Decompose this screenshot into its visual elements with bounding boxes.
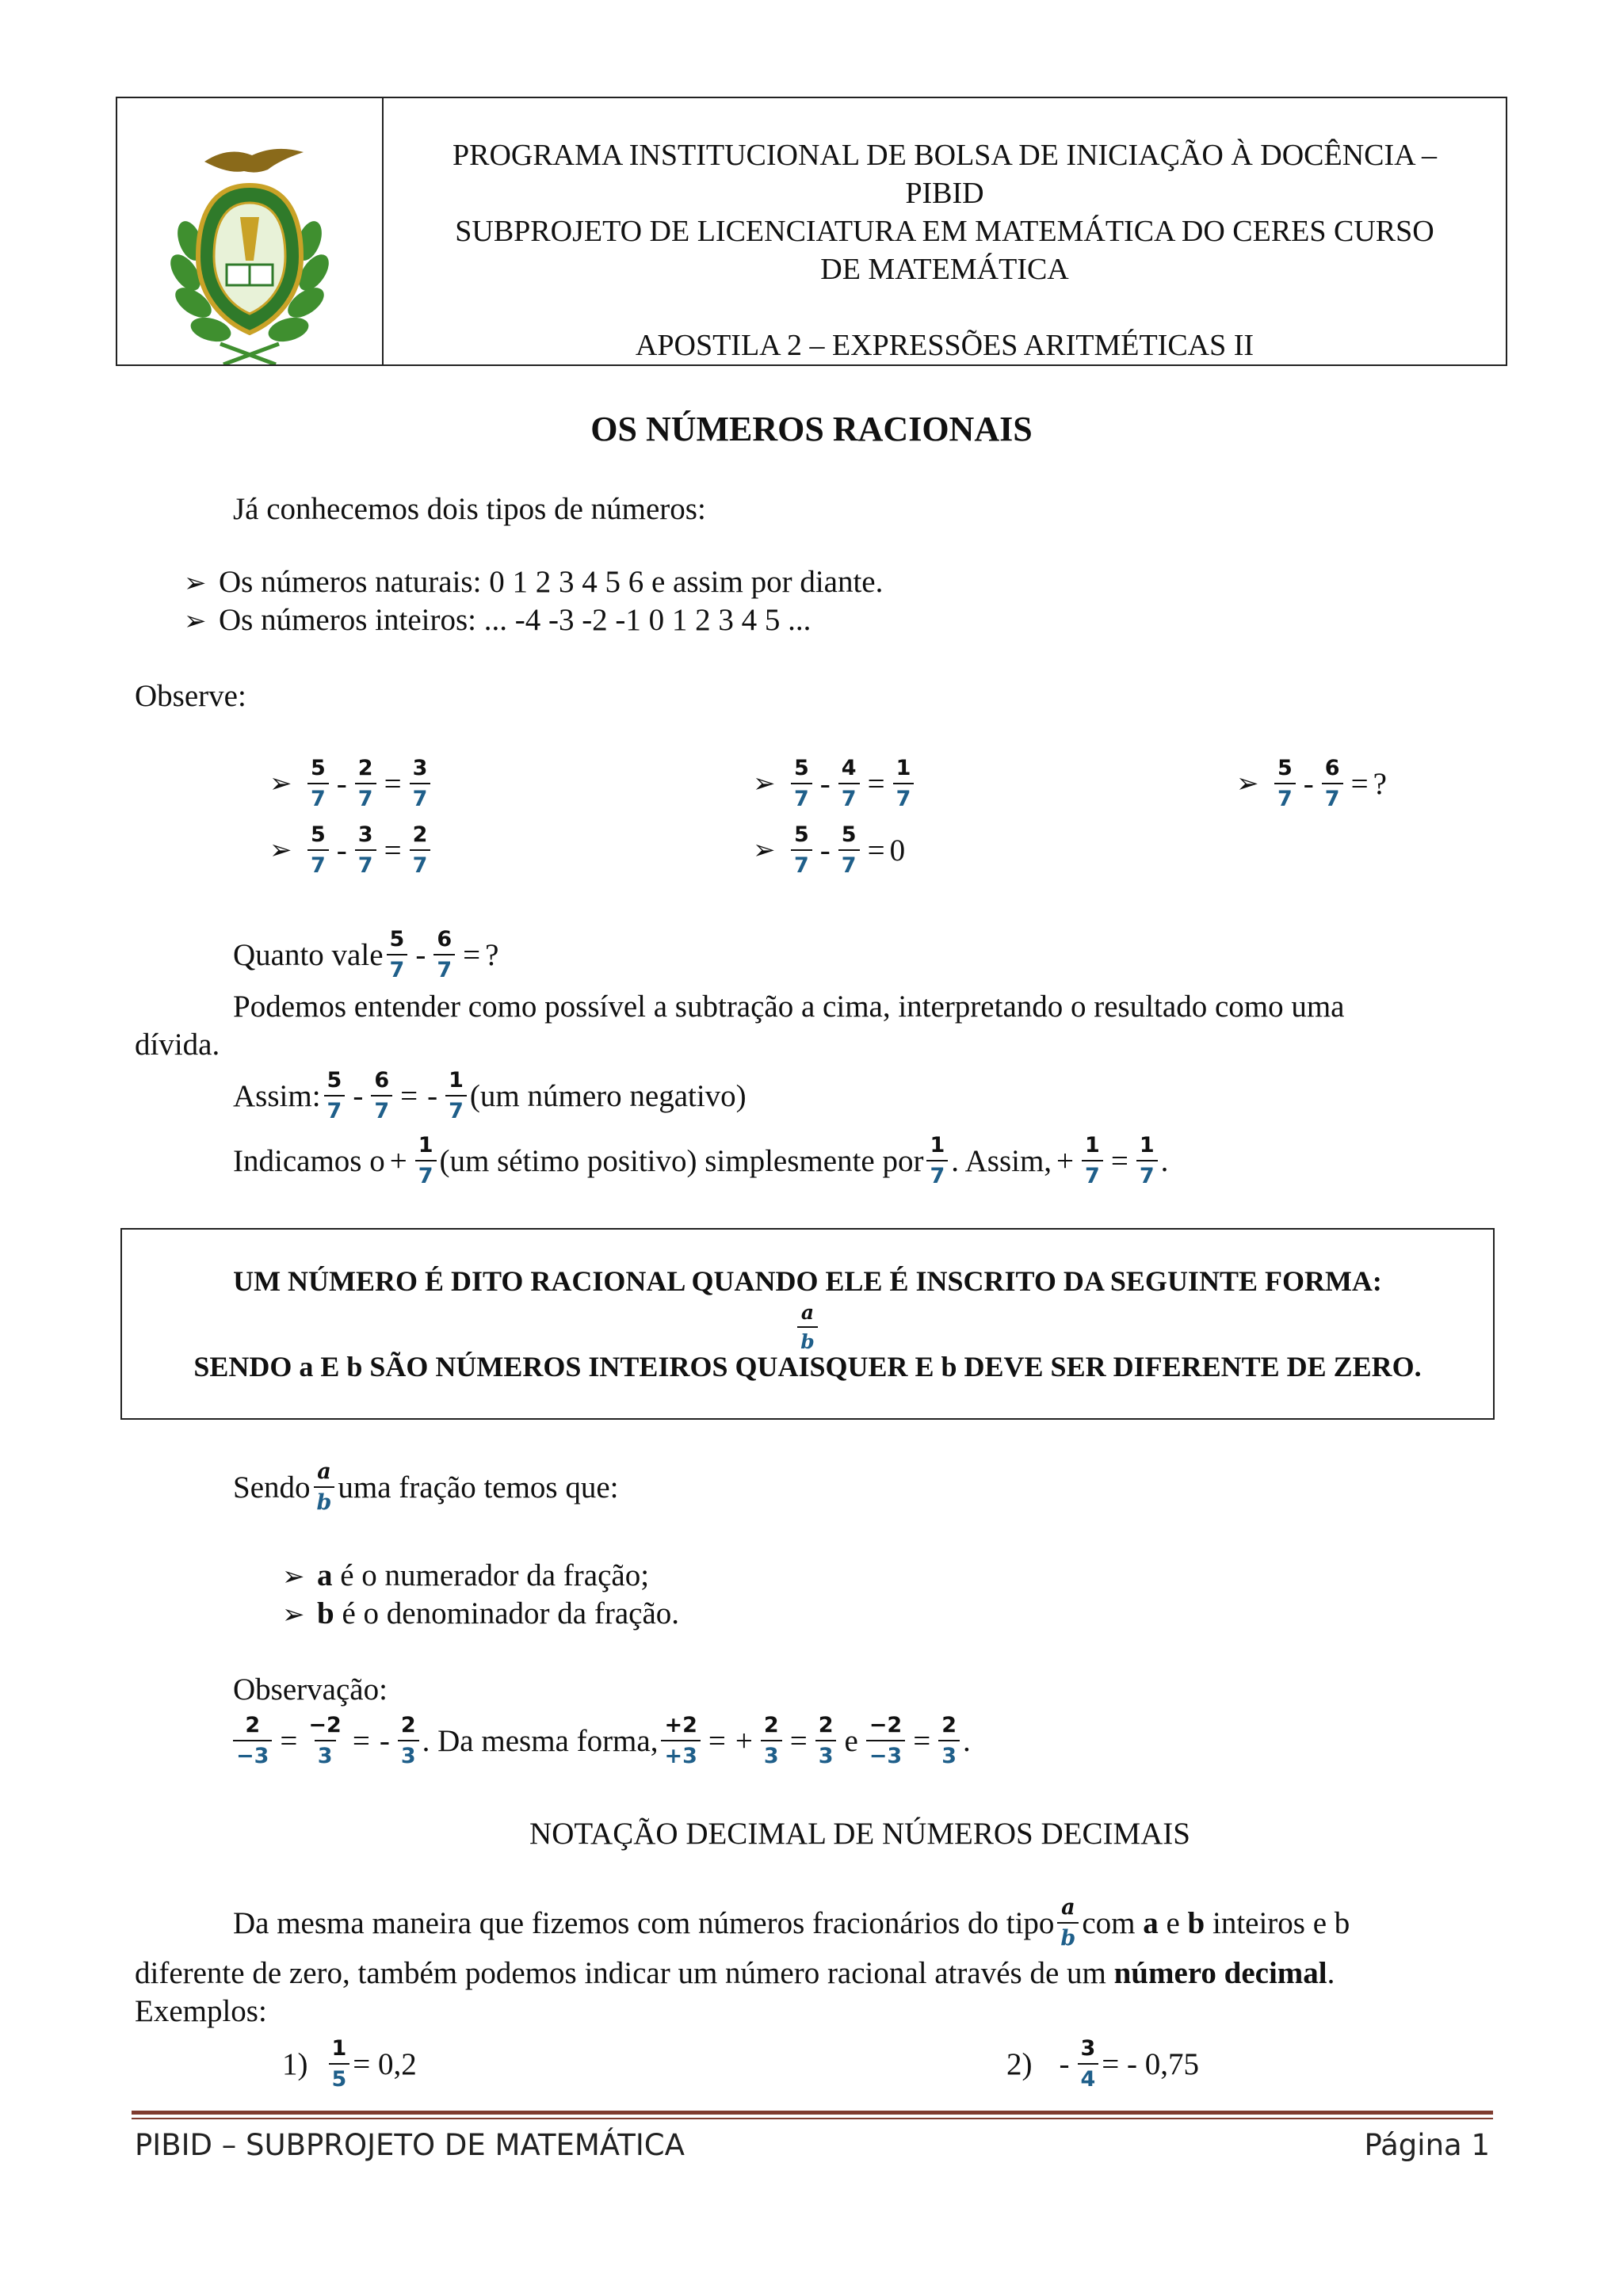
fraction: $\frac{3}{7}$ xyxy=(355,824,376,876)
fraction: $\frac{5}{7}$ xyxy=(324,1070,346,1122)
arrow-bullet-icon: ➢ xyxy=(269,834,292,866)
fraction: $\frac{1}{7}$ xyxy=(445,1070,467,1122)
bullet-naturais: ➢ Os números naturais: 0 1 2 3 4 5 6 e assim por diante. xyxy=(184,565,884,599)
fraction: $\frac{2}{3}$ xyxy=(398,1714,419,1767)
fraction: $\frac{5}{7}$ xyxy=(307,824,329,876)
fraction: $\frac{1}{7}$ xyxy=(893,757,915,810)
example-1: 1) $\frac{1}{5}$ = 0,2 xyxy=(282,2036,417,2092)
fraction: $\frac{4}{7}$ xyxy=(838,757,860,810)
fraction: $\frac{6}{7}$ xyxy=(1322,757,1343,810)
fraction: $\frac{1}{7}$ xyxy=(1136,1135,1158,1187)
header-line-2: PIBID xyxy=(905,177,984,210)
item-denominador: ➢ b é o denominador da fração. xyxy=(282,1596,680,1630)
fraction: $\frac{5}{7}$ xyxy=(838,824,860,876)
fraction: $\frac{5}{7}$ xyxy=(307,757,329,810)
arrow-bullet-icon: ➢ xyxy=(184,605,207,637)
podemos-paragraph-line1: Podemos entender como possível a subtração a cima, interpretando o resultado como uma xyxy=(233,990,1345,1024)
fraction: $\frac{1}{7}$ xyxy=(926,1135,948,1187)
definition-box xyxy=(120,1228,1495,1420)
arrow-bullet-icon: ➢ xyxy=(282,1599,305,1630)
header-text xyxy=(384,98,1506,364)
podemos-paragraph-line2: dívida. xyxy=(135,1028,220,1062)
intro-text: Já conhecemos dois tipos de números: xyxy=(233,492,706,526)
arrow-bullet-icon: ➢ xyxy=(184,567,207,599)
header-line-5: APOSTILA 2 – EXPRESSÕES ARITMÉTICAS II xyxy=(635,329,1254,362)
fraction: $\frac{2}{3}$ xyxy=(938,1714,960,1767)
document-header xyxy=(116,97,1507,366)
definition-line-2: SENDO a E b SÃO NÚMEROS INTEIROS QUAISQUER E b DEVE SER DIFERENTE DE ZERO. xyxy=(193,1351,1422,1383)
fraction: $\frac{1}{5}$ xyxy=(329,2038,350,2090)
footer-left: PIBID – SUBPROJETO DE MATEMÁTICA xyxy=(135,2128,685,2162)
fraction: $\frac{a}{b}$ xyxy=(314,1461,335,1513)
example-5-2-3: ➢ $\frac{5}{7}$ - $\frac{2}{7}$ = $\frac{3}{7}$ xyxy=(269,753,433,814)
fraction: $\frac{a}{b}$ xyxy=(797,1302,817,1352)
header-line-3: SUBPROJETO DE LICENCIATURA EM MATEMÁTICA DO CERES CURSO xyxy=(455,215,1434,248)
arrow-bullet-icon: ➢ xyxy=(753,834,776,866)
bullet-inteiros: ➢ Os números inteiros: ... -4 -3 -2 -1 0 1 2 3 4 5 ... xyxy=(184,603,812,637)
example-5-3-2: ➢ $\frac{5}{7}$ - $\frac{3}{7}$ = $\frac{2}{7}$ xyxy=(269,819,433,881)
fraction: $\frac{5}{7}$ xyxy=(387,929,408,981)
fraction: $\frac{2}{3}$ xyxy=(815,1714,837,1767)
arrow-bullet-icon: ➢ xyxy=(269,768,292,799)
fraction: $\frac{5}{7}$ xyxy=(791,824,812,876)
fraction: $\frac{5}{7}$ xyxy=(791,757,812,810)
indicamos-line: Indicamos o + $\frac{1}{7}$ (um sétimo positivo) simplesmente por $\frac{1}{7}$ . Assim, + $\frac{1}{7}$ = $\frac{1}{7}$ . xyxy=(233,1133,1169,1188)
observe-label: Observe: xyxy=(135,679,246,713)
fraction: $\frac{1}{7}$ xyxy=(1082,1135,1103,1187)
quanto-vale-line: Quanto vale $\frac{5}{7}$ - $\frac{6}{7}$ = ? xyxy=(233,927,499,982)
definition-line-1: UM NÚMERO É DITO RACIONAL QUANDO ELE É INSCRITO DA SEGUINTE FORMA: xyxy=(233,1265,1382,1297)
fraction: $\frac{1}{7}$ xyxy=(415,1135,437,1187)
fraction: $\frac{2}{3}$ xyxy=(761,1714,782,1767)
arrow-bullet-icon: ➢ xyxy=(1236,768,1259,799)
example-2: 2) - $\frac{3}{4}$ = - 0,75 xyxy=(1006,2036,1200,2092)
observacao-label: Observação: xyxy=(233,1672,388,1707)
example-5-4-1: ➢ $\frac{5}{7}$ - $\frac{4}{7}$ = $\frac{1}{7}$ xyxy=(753,753,917,814)
arrow-bullet-icon: ➢ xyxy=(282,1561,305,1592)
fraction: $\frac{5}{7}$ xyxy=(1274,757,1296,810)
fraction: $\frac{2}{7}$ xyxy=(410,824,431,876)
university-crest-logo xyxy=(117,98,382,364)
fraction: $\frac{6}{7}$ xyxy=(371,1070,392,1122)
footer-rule-thick xyxy=(132,2111,1493,2115)
fraction: $\frac{2}{7}$ xyxy=(355,757,376,810)
footer-page-number: Página 1 xyxy=(1364,2128,1490,2162)
fraction: $\frac{3}{7}$ xyxy=(410,757,431,810)
example-5-5-0: ➢ $\frac{5}{7}$ - $\frac{5}{7}$ = 0 xyxy=(753,822,906,878)
decimal-section-title: NOTAÇÃO DECIMAL DE NÚMEROS DECIMAIS xyxy=(529,1817,1190,1851)
header-line-1: PROGRAMA INSTITUCIONAL DE BOLSA DE INICIAÇÃO À DOCÊNCIA – xyxy=(452,139,1438,172)
fraction: $\frac{+2}{+3}$ xyxy=(661,1714,700,1767)
footer-rule-thin xyxy=(132,2118,1493,2119)
observacao-line: $\frac{2}{-3}$ = $\frac{-2}{3}$ = - $\frac{2}{3}$ . Da mesma forma, $\frac{+2}{+3}$ = + $\frac{2}{3}$ = $\frac{2}{3}$ e $\frac{-2}{-3}$ = $\frac{2}{3}$ . xyxy=(230,1710,971,1772)
fraction: $\frac{-2}{-3}$ xyxy=(866,1714,905,1767)
sendo-line: Sendo $\frac{a}{b}$ uma fração temos que: xyxy=(233,1459,619,1515)
decimal-paragraph-line1: Da mesma maneira que fizemos com números fracionários do tipo $\frac{a}{b}$ com a e b inteiros e b xyxy=(233,1895,1350,1951)
fraction: $\frac{-2}{3}$ xyxy=(308,1713,342,1768)
item-numerador: ➢ a é o numerador da fração; xyxy=(282,1558,650,1592)
fraction: $\frac{a}{b}$ xyxy=(1057,1897,1079,1949)
page-title: OS NÚMEROS RACIONAIS xyxy=(590,410,1033,448)
logo-cell xyxy=(117,98,384,364)
fraction: $\frac{6}{7}$ xyxy=(433,929,455,981)
example-5-6-question: ➢ $\frac{5}{7}$ - $\frac{6}{7}$ = ? xyxy=(1236,756,1387,811)
assim-line: Assim: $\frac{5}{7}$ - $\frac{6}{7}$ = - $\frac{1}{7}$ (um número negativo) xyxy=(233,1068,747,1123)
exemplos-label: Exemplos: xyxy=(135,1994,267,2028)
fraction: $\frac{2}{-3}$ xyxy=(233,1714,272,1767)
fraction: $\frac{3}{4}$ xyxy=(1078,2038,1099,2090)
arrow-bullet-icon: ➢ xyxy=(753,768,776,799)
header-line-4: DE MATEMÁTICA xyxy=(820,253,1069,286)
decimal-paragraph-line2: diferente de zero, também podemos indicar um número racional através de um número decimal. xyxy=(135,1956,1335,1990)
